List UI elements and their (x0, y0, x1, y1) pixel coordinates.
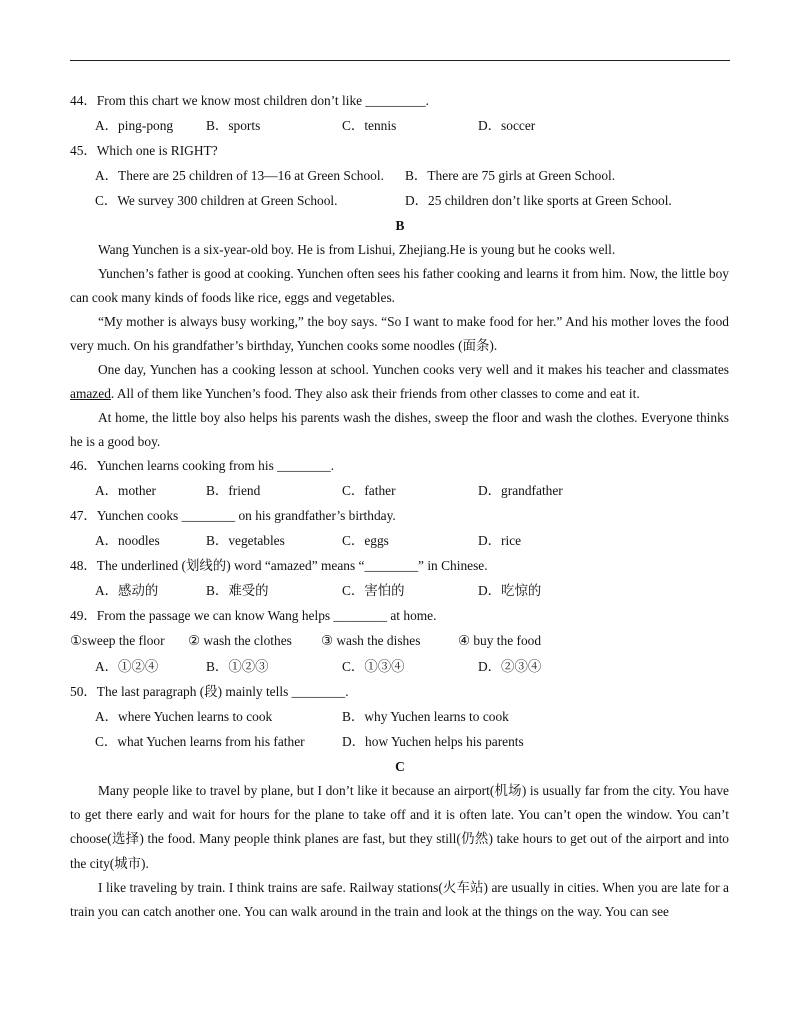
q49-item-1: ①sweep the floor (70, 633, 165, 648)
q44-option-b: B．sports (206, 118, 261, 133)
q47-option-a: A．noodles (95, 533, 160, 548)
section-b-paragraph-2: Yunchen’s father is good at cooking. Yunchen often sees his father cooking and learns it from him. Now, the little boy can cook many kinds of foods like rice, eggs and vegetables. (70, 266, 729, 306)
section-b-paragraph-4 (70, 358, 729, 406)
question-47-stem: 47．Yunchen cooks ________ on his grandfather’s birthday. (70, 508, 396, 523)
question-45-stem: 45．Which one is RIGHT? (70, 143, 218, 158)
paragraph-4-text-end: . All of them like Yunchen’s food. They also ask their friends from other classes to come and eat it. (110, 386, 640, 402)
q44-option-d: D．soccer (478, 118, 536, 133)
q45-option-d: D．25 children don’t like sports at Green School. (405, 193, 672, 208)
section-b-paragraph-3: “My mother is always busy working,” the boy says. “So I want to make food for her.” And his mother loves the food very much. On his grandfather’s birthday, Yunchen cooks some noodles (面条). (70, 314, 729, 354)
q44-option-c: C．tennis (342, 118, 397, 133)
question-48-stem: 48．The underlined (划线的) word “amazed” means “________” in Chinese. (70, 558, 488, 573)
q49-item-4: ④ buy the food (458, 633, 542, 648)
q49-option-a: A．①②④ (95, 659, 159, 674)
section-b-paragraph-1: Wang Yunchen is a six-year-old boy. He is from Lishui, Zhejiang.He is young but he cooks well. (98, 242, 616, 257)
q46-option-d: D．grandfather (478, 483, 563, 498)
section-c-heading: C (395, 759, 405, 774)
header-rule (70, 60, 730, 61)
q49-option-c: C．①③④ (342, 659, 405, 674)
q46-option-b: B．friend (206, 483, 261, 498)
q46-option-a: A．mother (95, 483, 156, 498)
q45-option-c: C．We survey 300 children at Green School. (95, 193, 338, 208)
q44-option-a: A．ping-pong (95, 118, 174, 133)
q48-option-c: C．害怕的 (342, 583, 405, 598)
section-b-paragraph-5: At home, the little boy also helps his parents wash the dishes, sweep the floor and wash the clothes. Everyone thinks he is a good boy. (70, 410, 729, 450)
question-49-stem: 49．From the passage we can know Wang helps ________ at home. (70, 608, 437, 623)
q48-option-b: B．难受的 (206, 583, 269, 598)
q45-option-a: A．There are 25 children of 13—16 at Green School. (95, 168, 384, 183)
q50-option-d: D．how Yuchen helps his parents (342, 734, 524, 749)
q47-option-c: C．eggs (342, 533, 389, 548)
q49-item-3: ③ wash the dishes (321, 633, 421, 648)
question-46-stem: 46．Yunchen learns cooking from his ________. (70, 458, 335, 473)
section-c-paragraph-2: I like traveling by train. I think trains are safe. Railway stations(火车站) are usually in cities. When you are late for a train you can catch another one. You can walk around in the train and look at the things on the way. You can see (70, 880, 729, 920)
q48-option-a: A．感动的 (95, 583, 159, 598)
section-c-paragraph-1: Many people like to travel by plane, but I don’t like it because an airport(机场) is usually far from the city. You have to get there early and wait for hours for the plane to take off and it is often late. You can’t open the window. You can’t choose(选择) the food. Many people think planes are fast, but they still(仍然) take hours to get out of the airport and into the city(城市). (70, 783, 729, 871)
q50-option-c: C．what Yuchen learns from his father (95, 734, 305, 749)
q49-option-d: D．②③④ (478, 659, 542, 674)
q47-option-d: D．rice (478, 533, 522, 548)
q46-option-c: C．father (342, 483, 396, 498)
q45-option-b: B．There are 75 girls at Green School. (405, 168, 616, 183)
section-b-heading: B (395, 218, 405, 233)
q49-option-b: B．①②③ (206, 659, 269, 674)
underlined-word-amazed: amazed (70, 386, 111, 402)
q50-option-a: A．where Yuchen learns to cook (95, 709, 273, 724)
question-50-stem: 50．The last paragraph (段) mainly tells ________. (70, 684, 349, 699)
q48-option-d: D．吃惊的 (478, 583, 542, 598)
q49-item-2: ② wash the clothes (188, 633, 292, 648)
paragraph-4-text-start: One day, Yunchen has a cooking lesson at school. Yunchen cooks very well and it makes his teacher and classmates (98, 362, 729, 377)
q50-option-b: B．why Yuchen learns to cook (342, 709, 509, 724)
question-44-stem: 44．From this chart we know most children don’t like _________. (70, 93, 430, 108)
q47-option-b: B．vegetables (206, 533, 285, 548)
